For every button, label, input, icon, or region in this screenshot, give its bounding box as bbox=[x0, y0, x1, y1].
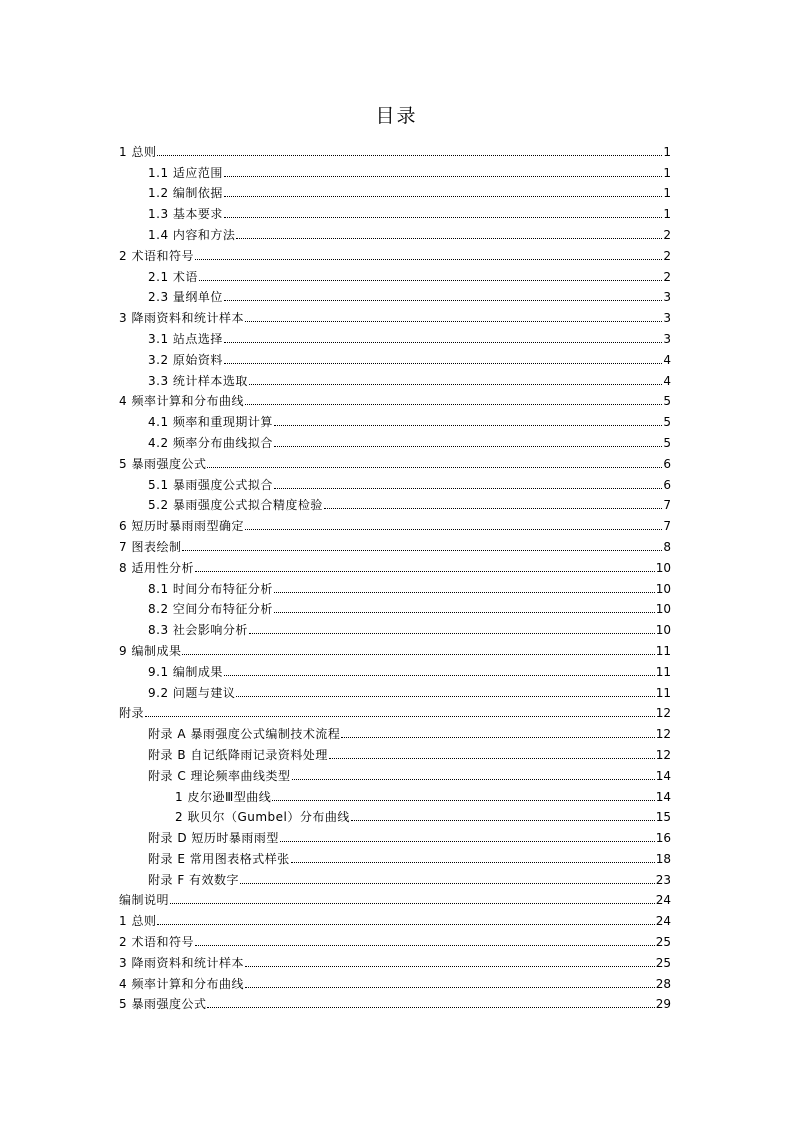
toc-entry-label: 3.3 统计样本选取 bbox=[148, 373, 248, 388]
toc-entry-page-number: 12 bbox=[655, 747, 671, 762]
toc-entry-label: 1.3 基本要求 bbox=[148, 207, 223, 222]
toc-entry-page-number: 2 bbox=[663, 227, 671, 242]
toc-dot-leader bbox=[245, 529, 662, 530]
toc-entry[interactable] bbox=[119, 575, 671, 596]
toc-entry-page-number: 29 bbox=[655, 997, 671, 1012]
toc-entry-page-number: 28 bbox=[655, 976, 671, 991]
toc-dot-leader bbox=[274, 446, 662, 447]
toc-entry-label: 1 总则 bbox=[119, 914, 157, 929]
toc-entry-page-number: 10 bbox=[655, 602, 671, 617]
toc-entry[interactable] bbox=[119, 970, 671, 991]
toc-entry-label: 2 术语和符号 bbox=[119, 935, 194, 950]
toc-entry-page-number: 4 bbox=[663, 373, 671, 388]
toc-entry-page-number: 12 bbox=[655, 706, 671, 721]
toc-entry-label: 5 暴雨强度公式 bbox=[119, 456, 207, 471]
toc-entry[interactable] bbox=[119, 783, 671, 804]
toc-entry-label: 3.1 站点选择 bbox=[148, 331, 223, 346]
toc-entry[interactable] bbox=[119, 367, 671, 388]
toc-dot-leader bbox=[341, 737, 654, 738]
toc-dot-leader bbox=[170, 903, 655, 904]
toc-entry[interactable] bbox=[119, 304, 671, 325]
toc-dot-leader bbox=[292, 779, 655, 780]
toc-entry-page-number: 14 bbox=[655, 789, 671, 804]
toc-dot-leader bbox=[236, 238, 662, 239]
toc-entry[interactable] bbox=[119, 700, 671, 721]
toc-entry-label: 3.2 原始资料 bbox=[148, 352, 223, 367]
toc-dot-leader bbox=[224, 675, 655, 676]
toc-dot-leader bbox=[207, 1007, 654, 1008]
toc-entry-label: 附录 bbox=[119, 706, 145, 721]
toc-entry-label: 7 图表绘制 bbox=[119, 539, 182, 554]
toc-dot-leader bbox=[272, 800, 654, 801]
toc-entry-label: 1.2 编制依据 bbox=[148, 186, 223, 201]
toc-entry[interactable] bbox=[119, 866, 671, 887]
toc-dot-leader bbox=[224, 342, 662, 343]
toc-entry[interactable] bbox=[119, 824, 671, 845]
toc-entry-label: 5.2 暴雨强度公式拟合精度检验 bbox=[148, 498, 323, 513]
toc-entry-page-number: 16 bbox=[655, 831, 671, 846]
toc-entry[interactable] bbox=[119, 450, 671, 471]
toc-entry[interactable] bbox=[119, 991, 671, 1012]
toc-entry[interactable] bbox=[119, 720, 671, 741]
toc-dot-leader bbox=[274, 592, 655, 593]
toc-dot-leader bbox=[274, 488, 662, 489]
toc-dot-leader bbox=[280, 841, 655, 842]
toc-entry-page-number: 23 bbox=[655, 872, 671, 887]
toc-dot-leader bbox=[157, 155, 662, 156]
toc-entry[interactable] bbox=[119, 658, 671, 679]
toc-entry-page-number: 10 bbox=[655, 560, 671, 575]
toc-entry-page-number: 1 bbox=[663, 165, 671, 180]
toc-dot-leader bbox=[207, 467, 662, 468]
toc-entry[interactable] bbox=[119, 637, 671, 658]
toc-entry-page-number: 2 bbox=[663, 269, 671, 284]
toc-entry-page-number: 5 bbox=[663, 415, 671, 430]
toc-entry-label: 1.4 内容和方法 bbox=[148, 227, 236, 242]
toc-dot-leader bbox=[195, 571, 655, 572]
toc-dot-leader bbox=[274, 425, 662, 426]
toc-entry-label: 4 频率计算和分布曲线 bbox=[119, 394, 244, 409]
toc-entry[interactable] bbox=[119, 242, 671, 263]
toc-entry-page-number: 24 bbox=[655, 893, 671, 908]
toc-entry[interactable] bbox=[119, 533, 671, 554]
toc-entry[interactable] bbox=[119, 429, 671, 450]
toc-entry-page-number: 14 bbox=[655, 768, 671, 783]
toc-entry-label: 5 暴雨强度公式 bbox=[119, 997, 207, 1012]
toc-entry-page-number: 1 bbox=[663, 186, 671, 201]
toc-dot-leader bbox=[145, 716, 655, 717]
toc-entry[interactable] bbox=[119, 180, 671, 201]
toc-dot-leader bbox=[236, 696, 654, 697]
toc-entry-label: 6 短历时暴雨雨型确定 bbox=[119, 519, 244, 534]
toc-dot-leader bbox=[195, 259, 662, 260]
toc-entry-label: 编制说明 bbox=[119, 893, 170, 908]
toc-entry-label: 3 降雨资料和统计样本 bbox=[119, 311, 244, 326]
toc-entry[interactable] bbox=[119, 284, 671, 305]
toc-entry-label: 1.1 适应范围 bbox=[148, 165, 223, 180]
toc-entry-page-number: 11 bbox=[655, 664, 671, 679]
toc-entry[interactable] bbox=[119, 804, 671, 825]
toc-entry[interactable] bbox=[119, 263, 671, 284]
toc-entry-label: 8.1 时间分布特征分析 bbox=[148, 581, 273, 596]
toc-entry[interactable] bbox=[119, 492, 671, 513]
toc-entry-label: 3 降雨资料和统计样本 bbox=[119, 955, 244, 970]
toc-dot-leader bbox=[245, 321, 662, 322]
toc-entry[interactable] bbox=[119, 159, 671, 180]
toc-entry-label: 2.1 术语 bbox=[148, 269, 198, 284]
toc-dot-leader bbox=[249, 384, 662, 385]
toc-entry-page-number: 7 bbox=[663, 519, 671, 534]
toc-entry-page-number: 8 bbox=[663, 539, 671, 554]
toc-entry-label: 附录 A 暴雨强度公式编制技术流程 bbox=[148, 727, 341, 742]
toc-entry-page-number: 6 bbox=[663, 477, 671, 492]
toc-entry-page-number: 4 bbox=[663, 352, 671, 367]
toc-dot-leader bbox=[291, 862, 655, 863]
toc-entry-label: 8.3 社会影响分析 bbox=[148, 623, 248, 638]
toc-entry-label: 附录 C 理论频率曲线类型 bbox=[148, 768, 291, 783]
toc-dot-leader bbox=[157, 924, 654, 925]
toc-dot-leader bbox=[329, 758, 655, 759]
toc-entry[interactable] bbox=[119, 679, 671, 700]
toc-dot-leader bbox=[224, 196, 662, 197]
toc-entry-page-number: 15 bbox=[655, 810, 671, 825]
toc-entry[interactable] bbox=[119, 512, 671, 533]
toc-dot-leader bbox=[351, 820, 655, 821]
toc-entry-page-number: 10 bbox=[655, 623, 671, 638]
toc-entry[interactable] bbox=[119, 949, 671, 970]
toc-entry-label: 4 频率计算和分布曲线 bbox=[119, 976, 244, 991]
toc-entry-page-number: 12 bbox=[655, 727, 671, 742]
toc-entry-page-number: 3 bbox=[663, 311, 671, 326]
toc-entry[interactable] bbox=[119, 346, 671, 367]
toc-entry[interactable] bbox=[119, 616, 671, 637]
toc-entry[interactable] bbox=[119, 408, 671, 429]
toc-entry-page-number: 25 bbox=[655, 935, 671, 950]
toc-entry-page-number: 6 bbox=[663, 456, 671, 471]
page-title: 目录 bbox=[375, 105, 418, 127]
toc-entry-label: 2 耿贝尔（Gumbel）分布曲线 bbox=[175, 810, 350, 825]
toc-entry[interactable] bbox=[119, 554, 671, 575]
toc-dot-leader bbox=[324, 508, 662, 509]
toc-entry-label: 4.1 频率和重现期计算 bbox=[148, 415, 273, 430]
toc-entry[interactable] bbox=[119, 887, 671, 908]
toc-entry-page-number: 1 bbox=[663, 144, 671, 159]
toc-entry-label: 2.3 量纲单位 bbox=[148, 290, 223, 305]
table-of-contents bbox=[119, 138, 671, 1011]
toc-entry-label: 9.2 问题与建议 bbox=[148, 685, 236, 700]
toc-entry[interactable] bbox=[119, 388, 671, 409]
toc-dot-leader bbox=[245, 966, 655, 967]
toc-entry-page-number: 11 bbox=[655, 685, 671, 700]
toc-dot-leader bbox=[195, 945, 655, 946]
toc-dot-leader bbox=[199, 280, 662, 281]
toc-entry-page-number: 25 bbox=[655, 955, 671, 970]
toc-entry[interactable] bbox=[119, 138, 671, 159]
toc-entry[interactable] bbox=[119, 907, 671, 928]
toc-entry-label: 8.2 空间分布特征分析 bbox=[148, 602, 273, 617]
toc-dot-leader bbox=[249, 633, 655, 634]
toc-entry-label: 1 总则 bbox=[119, 144, 157, 159]
toc-entry-label: 8 适用性分析 bbox=[119, 560, 194, 575]
toc-entry-page-number: 5 bbox=[663, 394, 671, 409]
toc-entry-label: 附录 B 自记纸降雨记录资料处理 bbox=[148, 747, 328, 762]
toc-entry-page-number: 24 bbox=[655, 914, 671, 929]
toc-dot-leader bbox=[182, 654, 654, 655]
toc-entry-page-number: 3 bbox=[663, 290, 671, 305]
toc-dot-leader bbox=[240, 883, 655, 884]
toc-dot-leader bbox=[245, 987, 655, 988]
toc-entry[interactable] bbox=[119, 200, 671, 221]
toc-entry-label: 附录 D 短历时暴雨雨型 bbox=[148, 831, 279, 846]
toc-entry-page-number: 10 bbox=[655, 581, 671, 596]
toc-entry-page-number: 5 bbox=[663, 435, 671, 450]
toc-dot-leader bbox=[182, 550, 662, 551]
toc-entry-page-number: 1 bbox=[663, 207, 671, 222]
toc-entry-label: 1 皮尔逊Ⅲ型曲线 bbox=[175, 789, 272, 804]
toc-dot-leader bbox=[224, 176, 662, 177]
toc-entry[interactable] bbox=[119, 928, 671, 949]
toc-entry-label: 5.1 暴雨强度公式拟合 bbox=[148, 477, 273, 492]
toc-entry-label: 9.1 编制成果 bbox=[148, 664, 223, 679]
toc-entry[interactable] bbox=[119, 845, 671, 866]
toc-dot-leader bbox=[274, 612, 655, 613]
toc-entry-label: 2 术语和符号 bbox=[119, 248, 194, 263]
toc-entry-label: 附录 E 常用图表格式样张 bbox=[148, 851, 290, 866]
toc-dot-leader bbox=[224, 217, 662, 218]
toc-entry[interactable] bbox=[119, 221, 671, 242]
toc-entry[interactable] bbox=[119, 741, 671, 762]
toc-dot-leader bbox=[245, 404, 662, 405]
toc-entry[interactable] bbox=[119, 471, 671, 492]
toc-entry-page-number: 2 bbox=[663, 248, 671, 263]
toc-entry[interactable] bbox=[119, 762, 671, 783]
toc-entry-page-number: 3 bbox=[663, 331, 671, 346]
toc-entry-page-number: 11 bbox=[655, 643, 671, 658]
toc-entry[interactable] bbox=[119, 596, 671, 617]
toc-entry-page-number: 18 bbox=[655, 851, 671, 866]
toc-dot-leader bbox=[224, 300, 662, 301]
toc-entry[interactable] bbox=[119, 325, 671, 346]
toc-entry-label: 附录 F 有效数字 bbox=[148, 872, 240, 887]
toc-entry-page-number: 7 bbox=[663, 498, 671, 513]
toc-dot-leader bbox=[224, 363, 662, 364]
toc-entry-label: 9 编制成果 bbox=[119, 643, 182, 658]
toc-entry-label: 4.2 频率分布曲线拟合 bbox=[148, 435, 273, 450]
